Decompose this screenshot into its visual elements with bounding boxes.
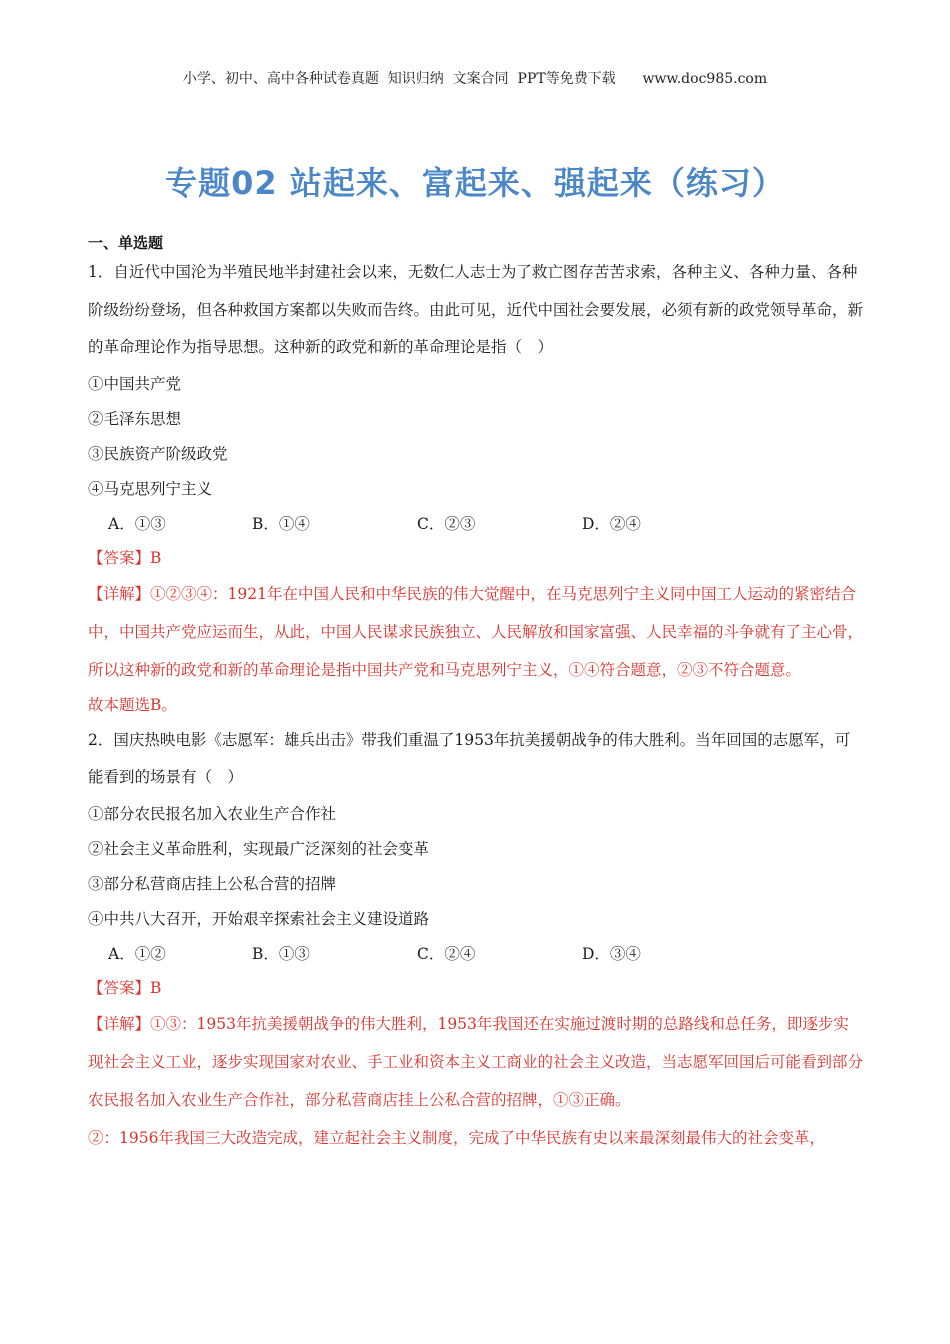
question-2-explanation (88, 1005, 863, 1119)
question-1-choice-a: A．①③ (108, 514, 166, 533)
answer-tag: 【答案】 (88, 548, 151, 567)
question-1-choice-c: C．②③ (417, 514, 476, 533)
question-1-option-4: ④马克思列宁主义 (88, 479, 213, 498)
question-1-conclusion: 故本题选B。 (88, 695, 177, 714)
answer-value: B (150, 548, 162, 567)
question-2-choice-b: B．①③ (252, 944, 310, 963)
question-1-option-3: ③民族资产阶级政党 (88, 444, 228, 463)
question-2-option-3: ③部分私营商店挂上公私合营的招牌 (88, 874, 337, 893)
question-2-choice-a: A．①② (108, 944, 166, 963)
explain-tag: 【详解】 (88, 1014, 151, 1033)
question-1-choice-b: B．①④ (252, 514, 310, 533)
answer-value: B (150, 978, 162, 997)
question-1-answer (88, 542, 863, 575)
question-2-option-4: ④中共八大召开，开始艰辛探索社会主义建设道路 (88, 909, 430, 928)
explain-text: ①②③④：1921年在中国人民和中华民族的伟大觉醒中，在马克思列宁主义同中国工人运动的紧密结合中，中国共产党应运而生，从此，中国人民谋求民族独立、人民解放和国家富强、人民幸福的斗争就有了主心骨，所以这种新的政党和新的革命理论是指中国共产党和马克思列宁主义，①④符合题意，②③不符合题意。 (88, 584, 864, 679)
answer-tag: 【答案】 (88, 978, 151, 997)
document-body (88, 232, 863, 1157)
question-2-option-1: ①部分农民报名加入农业生产合作社 (88, 804, 337, 823)
question-1-choices (88, 507, 863, 542)
explain-text: ①③：1953年抗美援朝战争的伟大胜利，1953年我国还在实施过渡时期的总路线和总任务，即逐步实现社会主义工业，逐步实现国家对农业、手工业和资本主义工商业的社会主义改造，当志愿军回国后可能看到部分农民报名加入农业生产合作社，部分私营商店挂上公私合营的招牌，①③正确。 (88, 1014, 864, 1109)
question-2-option-2: ②社会主义革命胜利，实现最广泛深刻的社会变革 (88, 839, 430, 858)
question-2-choice-c: C．②④ (417, 944, 476, 963)
question-1-option-2: ②毛泽东思想 (88, 409, 182, 428)
question-1-option-1: ①中国共产党 (88, 374, 182, 393)
section-heading: 一、单选题 (88, 234, 164, 252)
question-2-answer (88, 972, 863, 1005)
question-2-explanation-continued: ②：1956年我国三大改造完成，建立起社会主义制度，完成了中华民族有史以来最深刻最伟大的社会变革， (88, 1128, 825, 1147)
document-title: 专题02 站起来、富起来、强起来（练习） (165, 164, 785, 202)
question-1-explanation (88, 575, 863, 689)
question-2-choices (88, 937, 863, 972)
question-2-choice-d: D．③④ (582, 944, 641, 963)
question-1-stem: 1．自近代中国沦为半殖民地半封建社会以来，无数仁人志士为了救亡图存苦苦求索，各种主义、各种力量、各种阶级纷纷登场，但各种救国方案都以失败而告终。由此可见，近代中国社会要发展，必须有新的政党领导革命，新的革命理论作为指导思想。这种新的政党和新的革命理论是指（ ） (88, 263, 864, 356)
question-2-stem: 2．国庆热映电影《志愿军：雄兵出击》带我们重温了1953年抗美援朝战争的伟大胜利。当年回国的志愿军，可能看到的场景有（ ） (88, 730, 851, 786)
site-header: 小学、初中、高中各种试卷真题 知识归纳 文案合同 PPT等免费下载 www.doc985.com (182, 71, 768, 87)
question-1-choice-d: D．②④ (582, 514, 641, 533)
explain-tag: 【详解】 (88, 584, 151, 603)
